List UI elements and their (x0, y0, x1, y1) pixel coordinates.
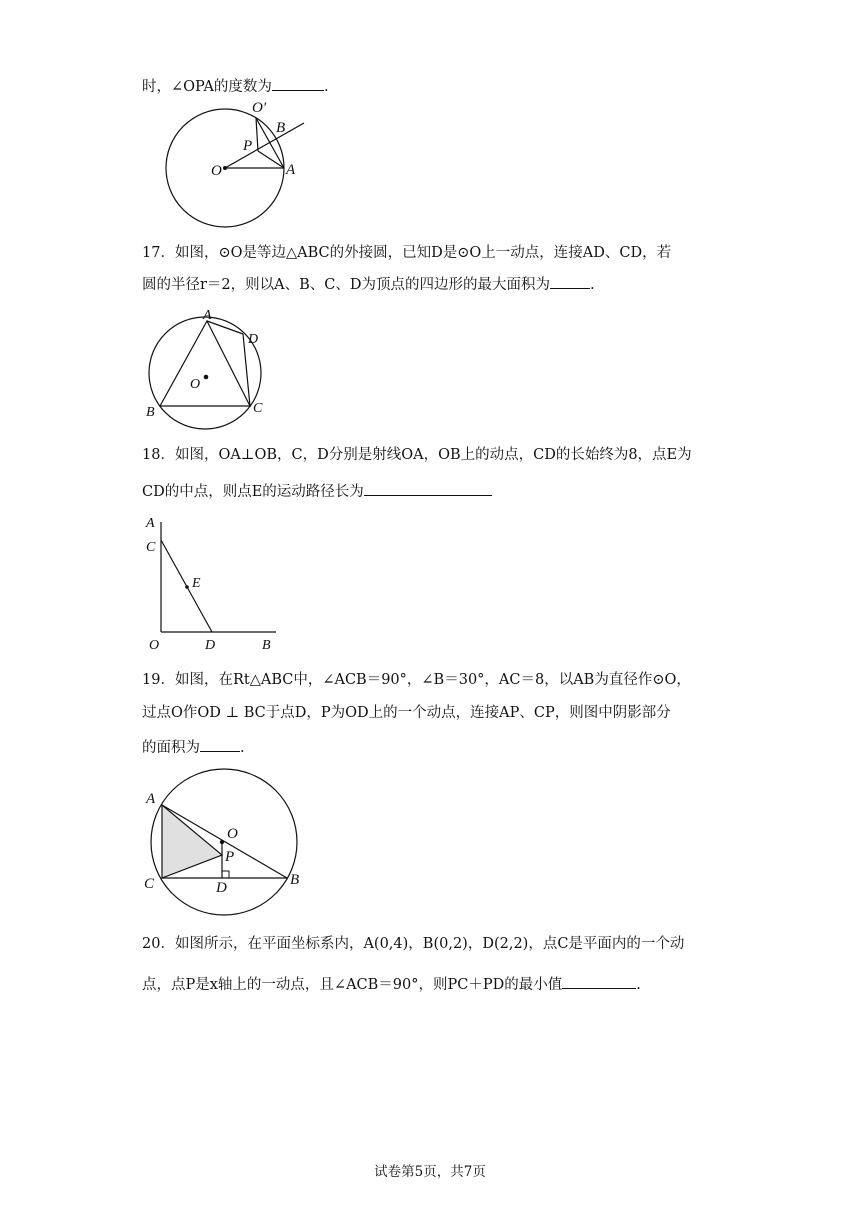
q18-line-2-text: CD的中点，则点E的运动路径长为 (142, 484, 364, 500)
label-A: A (286, 162, 296, 178)
q20-line-2 (142, 974, 641, 995)
label-O-prime: O′ (252, 100, 267, 116)
q16-tail-text: 时，∠OPA的度数为 (142, 79, 272, 95)
label-C: C (253, 401, 263, 416)
label-A: A (146, 516, 155, 531)
answer-blank (562, 974, 636, 989)
q20-line-2-text: 点，点P是x轴上的一动点，且∠ACB＝90°，则PC＋PD的最小值 (142, 977, 563, 993)
label-C: C (144, 876, 155, 892)
q17-line-1: 17．如图，⊙O是等边△ABC的外接圆，已知D是⊙O上一动点，连接AD、CD，若 (142, 245, 672, 261)
label-O: O (227, 826, 238, 842)
q17-line-2-text: 圆的半径r＝2，则以A、B、C、D为顶点的四边形的最大面积为 (142, 277, 551, 293)
label-A: A (203, 308, 212, 323)
label-B: B (146, 405, 155, 420)
label-A: A (146, 791, 156, 807)
label-D: D (216, 880, 227, 896)
end-mark: . (323, 79, 329, 95)
end-mark: . (240, 740, 245, 756)
shaded-region (162, 805, 222, 878)
label-O: O (190, 377, 201, 392)
label-B: B (276, 120, 286, 136)
label-B: B (290, 872, 300, 888)
label-O: O (211, 163, 222, 179)
page-footer: 试卷第5页，共7页 (374, 1164, 486, 1180)
label-P: P (243, 138, 253, 154)
q19-line-2: 过点O作OD ⊥ BC于点D，P为OD上的一个动点，连接AP、CP，则图中阴影部分 (142, 705, 671, 721)
label-E: E (192, 576, 201, 591)
end-mark: . (590, 277, 595, 293)
end-mark: . (636, 977, 641, 993)
label-P: P (225, 849, 235, 865)
q18-line-1: 18．如图，OA⊥OB，C，D分别是射线OA，OB上的动点，CD的长始终为8，点E为 (142, 447, 692, 463)
label-B: B (262, 638, 271, 653)
label-D: D (248, 332, 259, 347)
q19-line-1: 19．如图，在Rt△ABC中，∠ACB＝90°，∠B＝30°，AC＝8，以AB为直径作⊙O， (142, 672, 691, 688)
label-O: O (149, 638, 160, 653)
label-C: C (146, 540, 156, 555)
q20-line-1: 20．如图所示，在平面坐标系内，A(0,4)，B(0,2)，D(2,2)，点C是平面内的一个动 (142, 936, 685, 952)
label-D: D (205, 638, 216, 653)
q19-line-3-text: 的面积为 (142, 740, 200, 756)
